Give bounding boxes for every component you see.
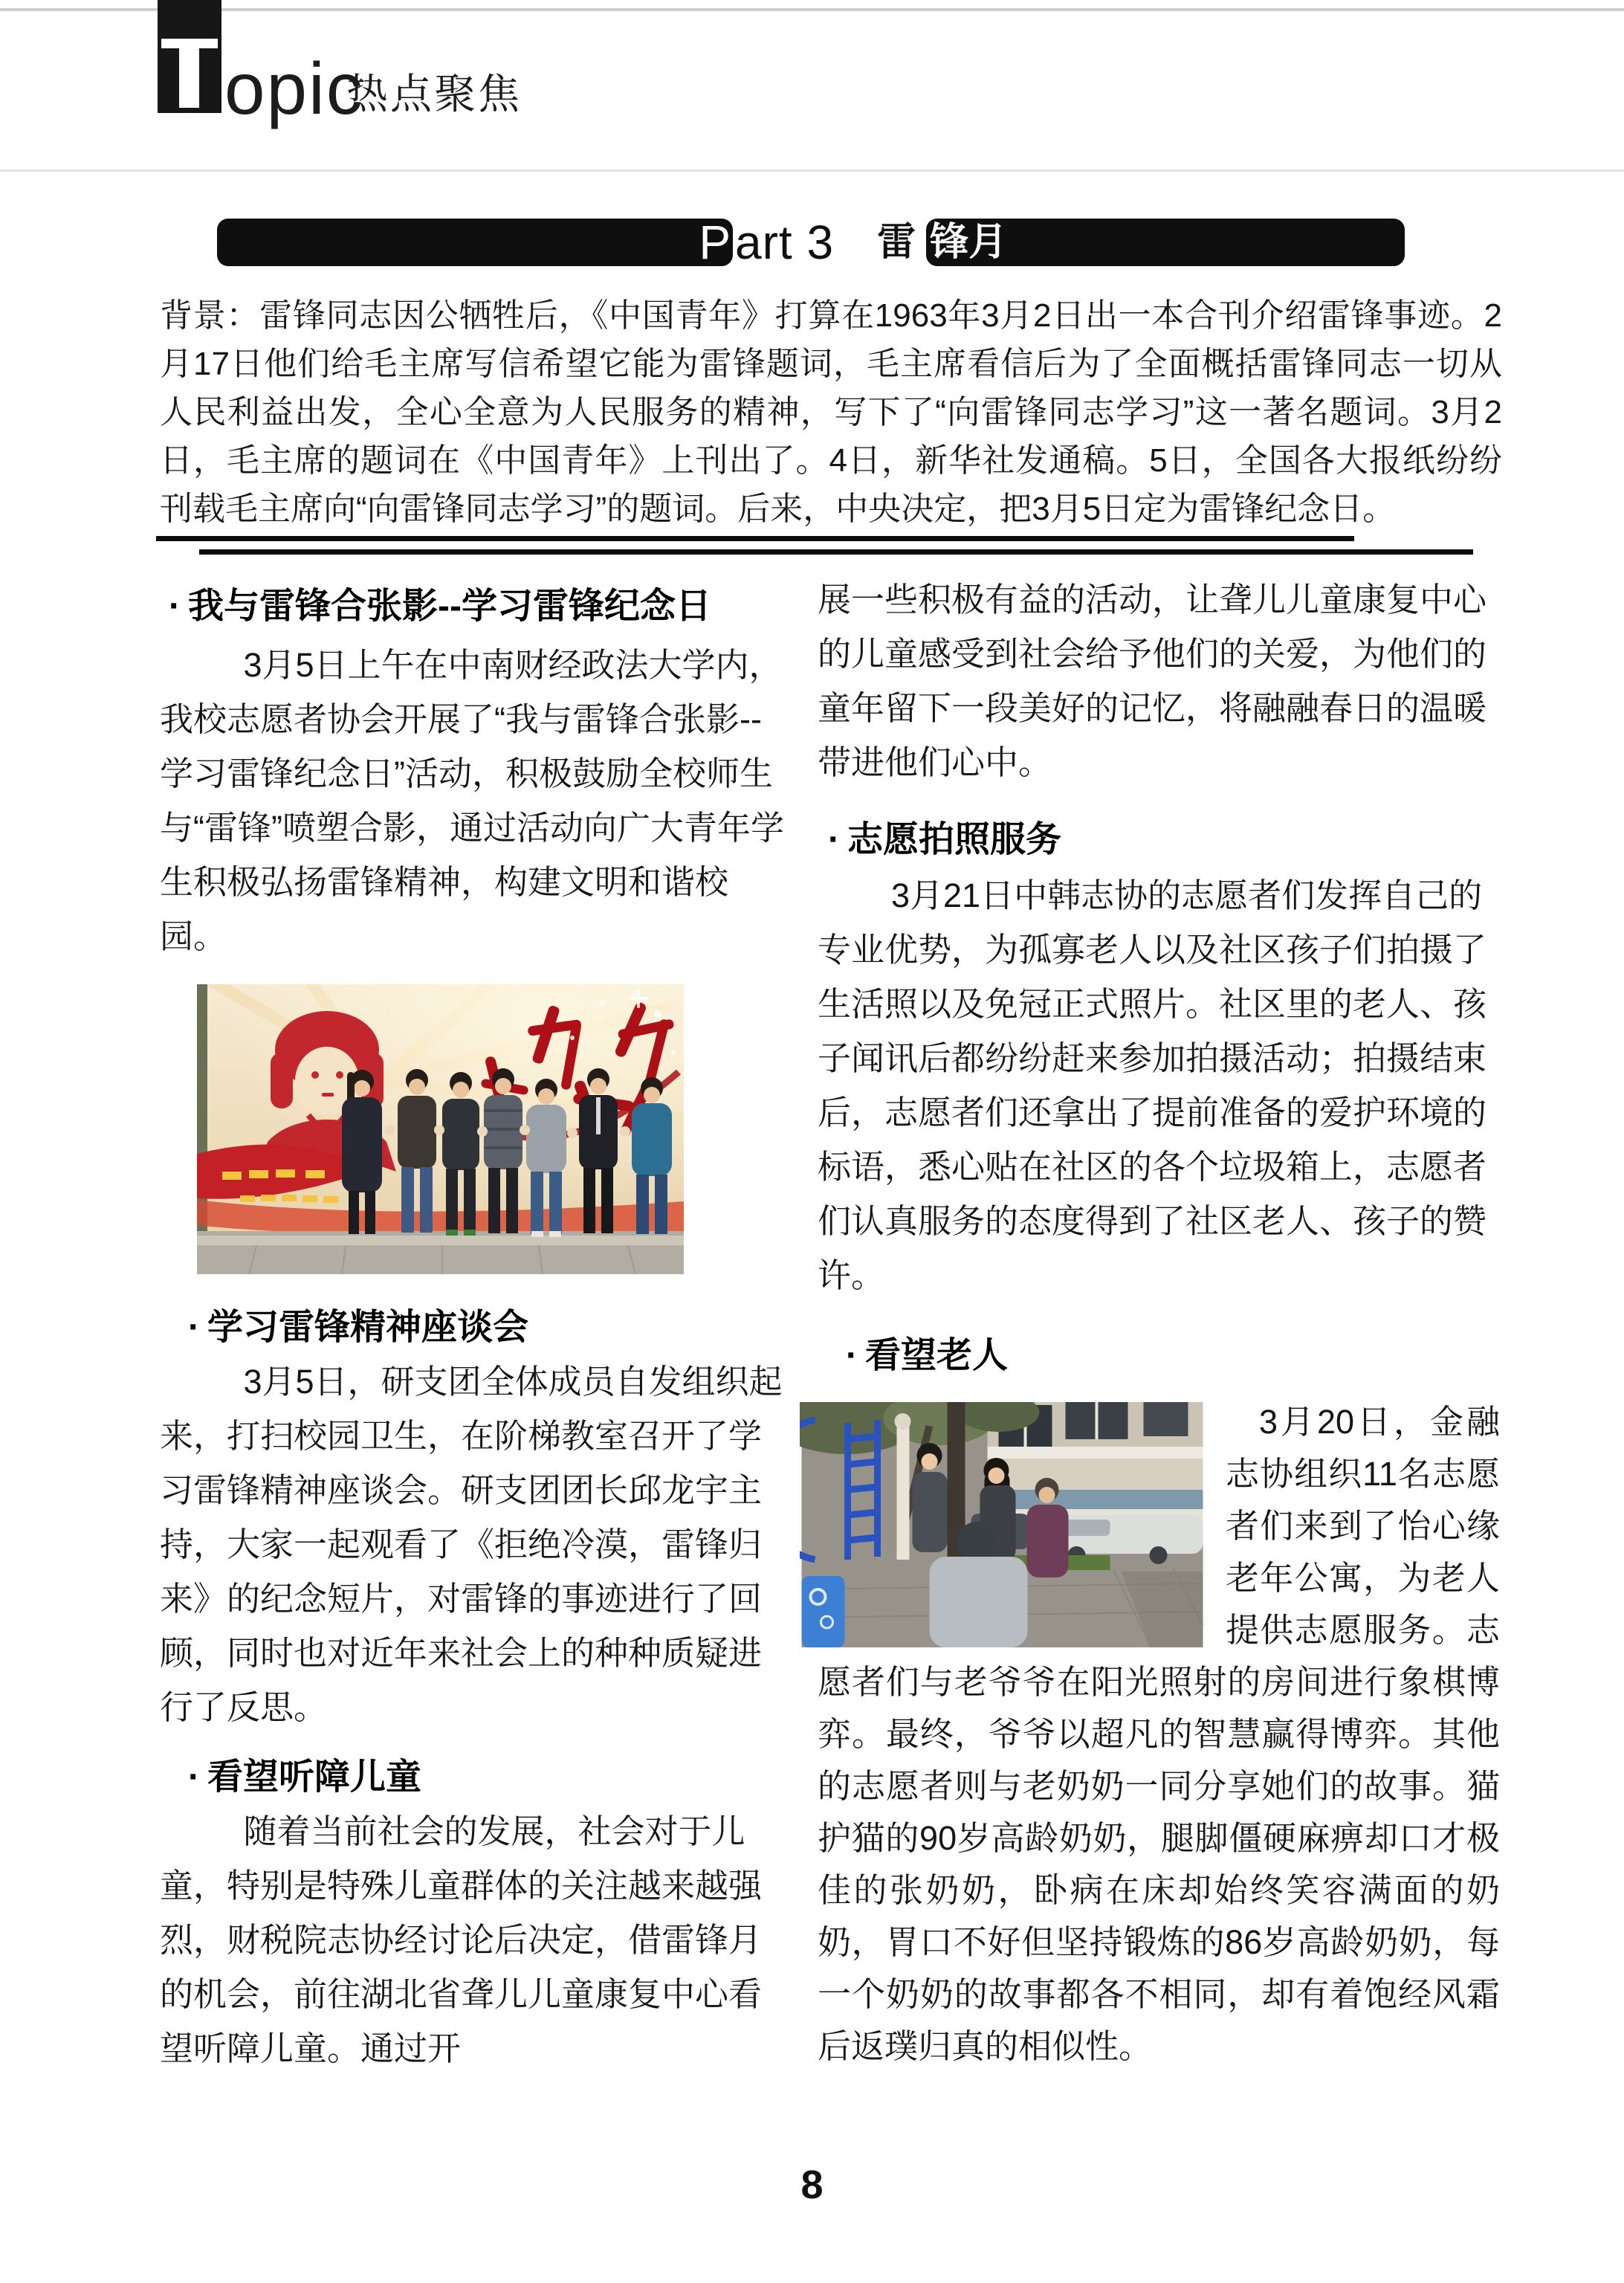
page-top-rule <box>0 8 1624 11</box>
part3-banner-left-bar <box>217 216 733 269</box>
heading-bullet: · <box>169 587 181 626</box>
heading-bullet: · <box>188 1757 200 1797</box>
paragraph-text: 3月20日，金融志协组织11名志愿者们来到了怡心缘老年公寓，为老人提供志愿服务。志愿者们与老爷爷在阳光照射的房间进行象棋博弈。最终，爷爷以超凡的智慧赢得博弈。其他的志愿者则与老奶奶一同分享她们的故事。猫护猫的90岁高龄奶奶，腿脚僵硬麻痹却口才极佳的张奶奶，卧病在床却始终笑容满面的奶奶，胃口不好但坚持锻炼的86岁高龄奶奶，每一个奶奶的故事都各不相同，却有着饱经风霜后返璞归真的相似性。 <box>818 1403 1500 2065</box>
topic-logo-word: opic <box>224 48 364 129</box>
divider-rule-1 <box>156 536 1354 541</box>
header-bottom-rule <box>0 169 1624 172</box>
article-heading-visit-elderly <box>846 1335 1500 1377</box>
heading-text: 学习雷锋精神座谈会 <box>207 1308 528 1347</box>
article-heading-seminar <box>188 1307 790 1349</box>
topic-logo-t-block <box>158 0 221 113</box>
heading-text: 看望老人 <box>864 1336 1008 1375</box>
heading-bullet: · <box>188 1308 200 1347</box>
heading-bullet: · <box>828 820 840 859</box>
article-paragraph: 3月21日中韩志协的志愿者们发挥自己的专业优势，为孤寡老人以及社区孩子们拍摄了生活照以及免冠正式照片。社区里的老人、孩子闻讯后都纷纷赶来参加拍摄活动；拍摄结束后，志愿者们还拿出了提前准备的爱护环境的标语，悉心贴在社区的各个垃圾箱上，志愿者们认真服务的态度得到了社区老人、孩子的赞许。 <box>818 876 1487 1294</box>
background-intro-paragraph: 背景：雷锋同志因公牺牲后，《中国青年》打算在1963年3月2日出一本合刊介绍雷锋事迹。2月17日他们给毛主席写信希望它能为雷锋题词，毛主席看信后为了全面概括雷锋同志一切从人民利益出发，全心全意为人民服务的精神，写下了“向雷锋同志学习”这一著名题词。3月2日，毛主席的题词在《中国青年》上刊出了。4日，新华社发通稿。5日，全国各大报纸纷纷刊载毛主席向“向雷锋同志学习”的题词。后来，中央决定，把3月5日定为雷锋纪念日。 <box>160 297 1502 527</box>
heading-bullet: · <box>846 1336 858 1375</box>
article-heading-photo-with-leifeng <box>169 586 790 627</box>
elderly-visit-photo <box>800 1402 1205 1647</box>
article-heading-deaf-children <box>188 1757 790 1798</box>
left-column <box>160 572 790 2076</box>
article-heading-photo-service <box>828 819 1500 861</box>
article-paragraph: 3月5日，研支团全体成员自发组织起来，打扫校园卫生，在阶梯教室召开了学习雷锋精神座谈会。研支团团长邱龙宇主持，大家一起观看了《拒绝冷漠，雷锋归来》的纪念短片，对雷锋的事迹进行了回顾，同时也对近年来社会上的种种质疑进行了反思。 <box>160 1363 783 1726</box>
heading-text: 我与雷锋合张影--学习雷锋纪念日 <box>187 587 711 626</box>
part3-title-white-chars: 锋月 <box>930 221 1008 264</box>
topic-logo-chinese: 热点聚焦 <box>346 71 522 117</box>
group-photo-leifeng-banner <box>197 984 684 1274</box>
part3-banner <box>217 216 1405 269</box>
article-paragraph: 随着当前社会的发展，社会对于儿童，特别是特殊儿童群体的关注越来越强烈，财税院志协经讨论后决定，借雷锋月的机会，前往湖北省聋儿儿童康复中心看望听障儿童。通过开 <box>160 1812 763 2067</box>
divider-rule-2 <box>199 549 1473 555</box>
heading-text: 志愿拍照服务 <box>847 820 1061 859</box>
article-paragraph: 3月5日上午在中南财经政法大学内，我校志愿者协会开展了“我与雷锋合张影--学习雷锋纪念日”活动，积极鼓励全校师生与“雷锋”喷塑合影，通过活动向广大青年学生积极弘扬雷锋精神，构建文明和谐校园。 <box>160 646 784 955</box>
page-number: 8 <box>800 2163 824 2207</box>
right-column <box>818 572 1500 2073</box>
heading-text: 看望听障儿童 <box>207 1757 421 1797</box>
part3-label: art 3 <box>735 216 835 269</box>
part3-title-black-char: 雷 <box>877 221 916 264</box>
part3-letter-p: P <box>699 216 731 269</box>
article-paragraph-continued: 展一些积极有益的活动，让聋儿儿童康复中心的儿童感受到社会给予他们的关爱，为他们的童年留下一段美好的记忆，将融融春日的温暖带进他们心中。 <box>818 581 1487 781</box>
article-paragraph-with-photo <box>818 1396 1500 2073</box>
part3-banner-right-bar <box>926 219 1405 266</box>
t-glyph-stem <box>179 39 199 108</box>
